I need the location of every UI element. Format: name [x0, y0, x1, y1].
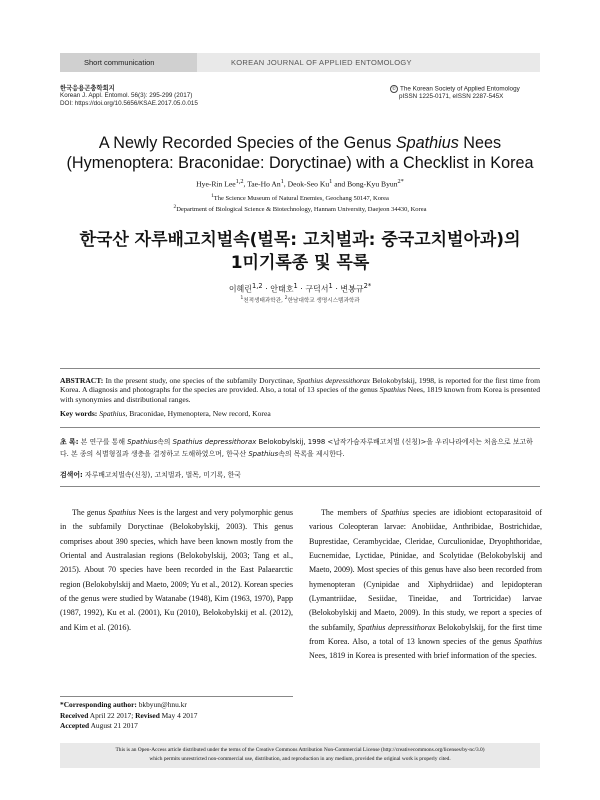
paragraph	[60, 506, 293, 635]
author-list: Hye-Rin Lee$^{1,2}$, Tae-Ho An$^1$, Deok-Seo Ku$^1$ and Bong-Kyu Byun$^{2*}$	[196, 178, 404, 189]
received-line	[60, 711, 293, 722]
divider	[60, 368, 540, 369]
accepted-label: Accepted	[60, 721, 90, 731]
affiliation-1	[60, 192, 540, 203]
author-sup: 2*	[397, 178, 404, 185]
title-genus: Spathius	[395, 134, 459, 152]
received-label: Received	[60, 710, 89, 720]
abstract-label: ABSTRACT:	[60, 376, 104, 385]
body-text: Belokobylskij, for the first time from Korea. Also, a total of 13 known species of the genus	[309, 622, 542, 647]
korean-affiliations	[60, 296, 540, 304]
affiliation-2	[60, 203, 540, 214]
copyright-line	[390, 85, 540, 93]
author-name: Tae-Ho An	[247, 179, 281, 189]
title-text-end: Nees	[458, 134, 502, 152]
affiliation-text: The Science Museum of Natural Enemies, Geochang 50147, Korea	[213, 195, 389, 203]
author-sup: 1,2	[235, 178, 244, 185]
footnote	[60, 696, 293, 732]
license-line-2: which permits unrestricted non-commercial use, distribution, and reproduction in any medium, provided the original work is properly cited.	[149, 756, 451, 762]
section-label: Short communication	[60, 53, 197, 72]
citation-line: Korean J. Appl. Entomol. 56(3): 295-299 (2017)	[60, 92, 193, 100]
corresponding-label: *Corresponding author:	[60, 700, 137, 709]
body-column-right	[309, 506, 542, 664]
keywords-text: , Braconidae, Hymenoptera, New record, Korea	[125, 409, 271, 418]
author-name: Hye-Rin Lee	[196, 179, 236, 189]
revised-label: Revised	[135, 710, 160, 720]
title-line-2: (Hymenoptera: Braconidae: Doryctinae) with a Checklist in Korea	[66, 154, 534, 172]
abstract-text: Belokobylskij, 1998, is reported for the first time from Korea. A diagnosis and photographs for the species are provided. Also, a total of 13 species of the genus	[60, 376, 540, 395]
corresponding-author	[60, 700, 293, 711]
license-box	[60, 743, 540, 768]
korean-keywords-label: 검색어:	[60, 471, 83, 479]
divider	[60, 486, 540, 487]
korean-author: 이혜린	[228, 284, 253, 294]
korean-affiliation: 천적생태과학관,	[243, 298, 283, 304]
body-text: The members of	[321, 508, 382, 517]
korean-keywords	[60, 469, 540, 479]
doi-link[interactable]: DOI: https://doi.org/10.5656/KSAE.2017.05.0.015	[60, 99, 198, 107]
citation-block	[60, 85, 198, 107]
received-date: April 22 2017;	[89, 710, 134, 720]
abstract-genus: Spathius	[127, 438, 158, 446]
body-genus: Spathius	[108, 508, 136, 517]
korean-author: 구덕서	[305, 284, 329, 294]
title-text: A Newly Recorded Species of the Genus	[98, 134, 396, 152]
korean-keywords-text: 자루배고치벌속(신칭), 고치벌과, 벌목, 미기록, 한국	[82, 471, 241, 479]
korean-abstract	[60, 436, 540, 460]
body-column-left	[60, 506, 293, 635]
journal-name: KOREAN JOURNAL OF APPLIED ENTOMOLOGY	[231, 58, 412, 67]
accepted-date: August 21 2017	[90, 721, 138, 731]
body-genus: Spathius	[514, 637, 542, 647]
license-line-1: This is an Open-Access article distributed under the terms of the Creative Commons Attribution Non-Commercial License (http://creativecommons.org/licenses/by-nc/3.0)	[115, 747, 485, 753]
affiliation-text: Department of Biological Science & Biotechnology, Hannam University, Daejeon 34430, Korea	[176, 206, 427, 214]
author-sup: 1	[280, 178, 284, 185]
author-sup: 1	[329, 178, 333, 185]
korean-abstract-text: 속의 목록을 제시한다.	[278, 450, 345, 458]
affiliations	[60, 192, 540, 214]
author-sup: 2*	[363, 282, 372, 290]
korean-abstract-text: 본 연구를 통해	[78, 438, 128, 446]
paper-title	[60, 133, 540, 173]
abstract-genus: Spathius	[379, 385, 406, 395]
author-name: Bong-Kyu Byun	[347, 179, 398, 189]
divider	[60, 427, 540, 428]
korean-author: 변봉규	[340, 284, 364, 294]
abstract-text: Nees, 1819 known from Korea is presented with synonymies and distributional ranges.	[60, 385, 540, 404]
abstract-genus: Spathius	[248, 450, 279, 458]
copyright-block	[390, 85, 540, 100]
korean-author: 안태호	[270, 284, 294, 294]
journal-header-bar	[60, 53, 540, 72]
korean-title-line-1: 한국산 자루배고치벌속(벌목: 고치벌과: 중국고치벌아과)의	[79, 230, 521, 250]
accepted-line	[60, 721, 293, 732]
korean-affiliation: 한남대학교 생명시스템과학과	[287, 298, 360, 304]
separator-dot: ·	[335, 284, 338, 294]
copyright-text: The Korean Society of Applied Entomology	[400, 85, 520, 93]
korean-author-list	[60, 282, 540, 295]
paragraph	[309, 506, 542, 664]
abstract-species: Spathius depressithorax	[172, 438, 257, 446]
korean-abstract-label: 초 록:	[60, 438, 79, 446]
author-name: Deok-Seo Ku	[287, 179, 330, 189]
separator-dot: ·	[265, 284, 268, 294]
body-text: Nees is the largest and very polymorphic genus in the subfamily Doryctinae (Belokobylskij, 2003). This genus comprises about 390 species, which have been known mostly from the Oriental and Australasian regions (Belokobylskij, 2003; Tang et al., 2015). About 70 species have been recorded in the East Palaearctic region (Belokobylskij and Maeto, 2009; Yu et al., 2012). Korean species of the genus were studied by Watanabe (1948), Kim (1963, 1970), Papp (1987, 1992), Ku et al. (2001), Ku (2010), Belokobylskij et al. (2012), and Kim et al. (2016).	[60, 508, 294, 632]
author-sup: 1	[293, 282, 298, 290]
korean-title	[60, 229, 540, 275]
body-text: The genus	[72, 508, 108, 517]
abstract-species: Spathius depressithorax	[296, 376, 371, 385]
affil-sup: 1	[240, 296, 244, 302]
journal-korean-name: 한국응용곤충학회지	[60, 85, 115, 92]
separator-dot: ·	[300, 284, 303, 294]
author-sup: 1	[328, 282, 333, 290]
korean-abstract-text: Belokobylskij, 1998 <납작가슴자루배고치벌 (신칭)>을 우리나라에서는 처음으로 보고하다. 본 종의 식별형질과 생충을 결정하고 도해하였으며, 한국산	[60, 438, 533, 458]
affil-sup: 1	[211, 193, 214, 199]
affil-sup: 2	[173, 204, 177, 211]
body-genus: Spathius	[381, 508, 409, 517]
keywords-label: Key words:	[60, 409, 98, 418]
korean-title-line-2: 1미기록종 및 목록	[230, 253, 370, 273]
korean-abstract-text: 속의	[157, 438, 173, 446]
author-sup: 1,2	[252, 282, 263, 290]
abstract-text: In the present study, one species of the subfamily Doryctinae,	[103, 376, 297, 385]
copyright-icon: ©	[390, 85, 398, 93]
body-text: species are idiobiont ectoparasitoid of various Coleopteran larvae: Anobiidae, Anthribidae, Bostrichidae, Buprestidae, Cerambycidae, Cleridae, Curculionidae, Dryophthoridae, Eucnemidae, Lyctidae, Ptinidae, and Scolytidae (Belokobylskij and Maeto, 2009). Most species of this genus have also been recorded from hymenopteran (Cynipidae and Xiphydriidae) and lepidopteran (Lymantriidae, Sesiidae, Tineidae, and Tortricidae) larvae (Belokobylskij and Maeto, 2009). In this study, we report a species of the subfamily,	[309, 508, 542, 632]
abstract	[60, 376, 540, 404]
keyword-genus: Spathius	[99, 409, 126, 418]
issn-line: pISSN 1225-0171, eISSN 2287-545X	[399, 93, 504, 100]
keywords	[60, 409, 540, 418]
body-text: Nees, 1819 in Korea is presented with brief information of the species.	[309, 651, 537, 661]
title-line-1	[60, 133, 540, 153]
affil-sup: 2	[284, 296, 288, 302]
email-link[interactable]: bkbyun@hnu.kr	[138, 700, 187, 709]
body-species: Spathius depressithorax	[357, 622, 436, 632]
revised-date: May 4 2017	[161, 710, 198, 720]
